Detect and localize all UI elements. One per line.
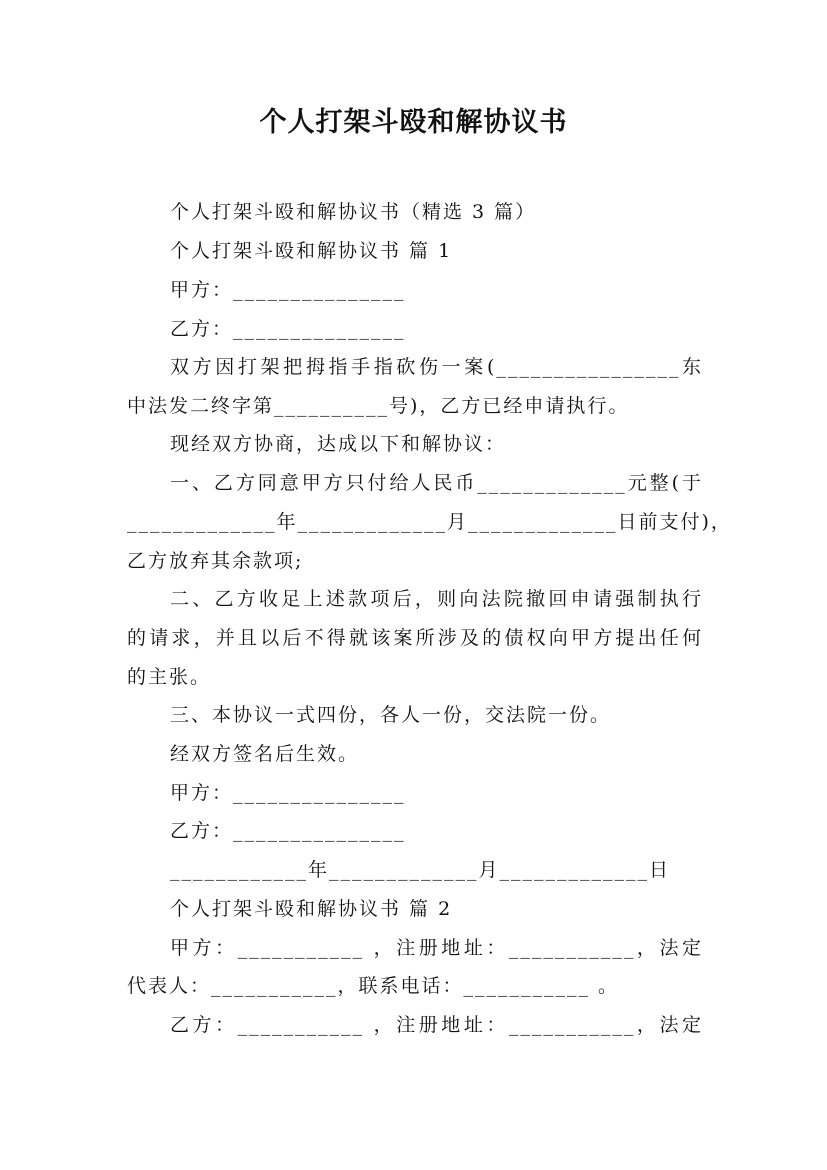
agreement-intro: 现经双方协商，达成以下和解协议： [170,433,507,455]
document-title: 个人打架斗殴和解协议书 [259,107,568,138]
section-heading-1: 个人打架斗殴和解协议书 篇 1 [170,240,453,262]
section-2-party-b-line-1: 乙方：___________ ，注册地址：___________，法定 [170,1014,703,1036]
clause-2-line-2: 的请求，并且以后不得就该案所涉及的债权向甲方提出任何 [127,627,703,649]
effective-line: 经双方签名后生效。 [170,743,360,765]
party-a-line: 甲方：_______________ [170,279,406,301]
section-heading-2: 个人打架斗殴和解协议书 篇 2 [170,898,453,920]
clause-2-line-1: 二、乙方收足上述款项后，则向法院撤回申请强制执行 [170,588,703,610]
case-line-1: 双方因打架把拇指手指砍伤一案(________________东 [170,356,703,378]
date-line: ____________年_____________月_____________日 [170,859,671,881]
signature-party-a: 甲方：_______________ [170,782,406,804]
section-2-party-a-line-2: 代表人：___________，联系电话：___________ 。 [127,975,620,997]
clause-1-line-1: 一、乙方同意甲方只付给人民币_____________元整(于 [170,472,703,494]
case-line-2: 中法发二终字第__________号)，乙方已经申请执行。 [127,395,630,417]
clause-3-line: 三、本协议一式四份，各人一份，交法院一份。 [170,704,612,726]
signature-party-b: 乙方：_______________ [170,820,406,842]
clause-2-line-3: 的主张。 [127,666,212,688]
section-2-party-a-line-1: 甲方：___________ ，注册地址：___________，法定 [170,937,703,959]
clause-1-line-2: _____________年_____________月_____________日前支付)， [127,511,732,533]
clause-1-line-3: 乙方放弃其余款项; [127,550,304,572]
subtitle-line: 个人打架斗殴和解协议书（精选 3 篇） [170,201,537,223]
party-b-line: 乙方：_______________ [170,318,406,340]
